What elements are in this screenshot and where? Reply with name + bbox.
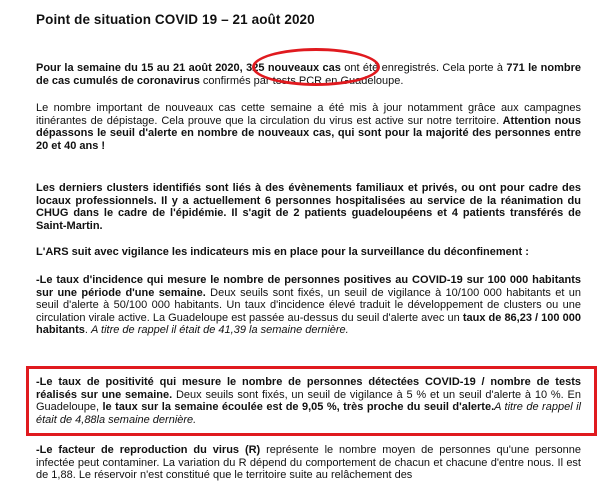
p7-text: représente le nombre moyen de personnes qu'une personne infectée peut contaminer. La variation du R dépend du comportement de chacun et chacune d'entre nous. Il est de 1,88. Le réservoir n'est constitué que le territoire suite au relâchement des [36,444,581,482]
incidence-rate-value: taux de 86,23 / 100 000 habitants [36,311,581,337]
p7-heading: -Le facteur de reproduction du virus (R) [36,444,261,456]
p5-text: Deux seuils sont fixés, un seuil de vigilance à 10/100 000 habitants et un seuil d'alerte à 50/100 000 habitants. Un taux d'incidence élevé traduit le développement de clusters ou une circulation virale active. La Guadeloupe est passée au-dessus du seuil d'alerte avec un [36,286,581,324]
new-cases-count: 325 nouveaux cas [242,62,341,74]
p5-punct: . [84,324,92,337]
p5-heading: -Le taux d'incidence qui mesure le nombre de personnes positives au COVID-19 sur 100 000 habitants sur une période d'une semaine. [36,274,581,299]
p5-reminder: A titre de rappel il était de 41,39 la semaine dernière. [91,324,349,337]
paragraph-clusters: Les derniers clusters identifiés sont liés à des évènements familiaux et privés, ou ont pour cadre des locaux professionnels. Il y a actuellement 6 personnes hospitalisées au service de la réanimation du CHUG dans le cadre de l'épidémie. Il s'agit de 2 patients guadeloupéens et 4 patients transférés de Saint-Martin. [36,182,581,232]
p6-text: Deux seuils sont fixés, un seuil de vigilance à 5 % et un seuil d'alerte à 10 %. En Guadeloupe, [36,388,581,414]
paragraph-alert [36,102,581,152]
paragraph-reproduction-factor [36,444,581,482]
document-title: Point de situation COVID 19 – 21 août 2020 [36,12,315,27]
p6-heading: -Le taux de positivité qui mesure le nombre de personnes détectées COVID-19 / nombre de tests réalisés sur une semaine. [36,376,581,401]
p6-reminder: A titre de rappel il était de 4,88la semaine dernière. [36,401,581,426]
p1-text: ont été enregistrés. Cela porte à [340,62,503,74]
p2-text: Le nombre important de nouveaux cas cette semaine a été mis à jour notamment grâce aux campagnes itinérantes de dépistage. Cela prouve que la circulation du virus est active sur notre territoire. [36,102,581,127]
positivity-rate-value: le taux sur la semaine écoulée est de 9,05 %, très proche du seuil d'alerte. [99,401,495,414]
paragraph-positivity-rate [36,376,581,426]
paragraph-weekly-cases [36,62,581,87]
p1-intro: Pour la semaine du 15 au 21 août 2020, [36,62,243,74]
paragraph-incidence-rate [36,274,581,337]
p1-end: confirmés par tests PCR en Guadeloupe. [199,74,404,87]
paragraph-indicators-intro: L'ARS suit avec vigilance les indicateurs mis en place pour la surveillance du déconfinement : [36,246,529,258]
cumulative-cases: 771 le nombre de cas cumulés de coronavirus [36,62,581,87]
p2-warning: Attention nous dépassons le seuil d'alerte en nombre de nouveaux cas, qui sont pour la majorité des personnes entre 20 et 40 ans ! [36,114,581,152]
